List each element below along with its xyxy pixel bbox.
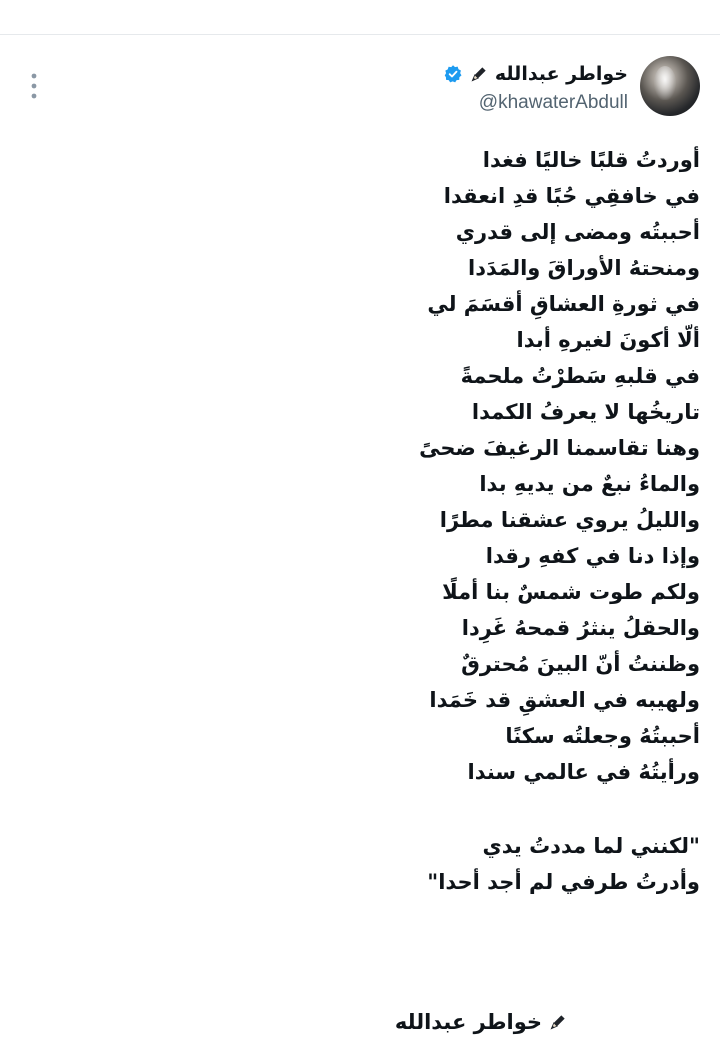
- signature-text: خواطر عبدالله: [394, 1010, 542, 1034]
- poem-line: في ثورةِ العشاقِ أقسَمَ لي: [427, 292, 700, 316]
- stanza-break: [60, 790, 700, 828]
- more-vertical-icon[interactable]: [26, 71, 42, 101]
- poem-line: في خافقِي حُبًا قدِ انعقدا: [443, 184, 700, 208]
- author-handle[interactable]: @khawaterAbdull: [478, 92, 628, 113]
- tweet-text: [60, 142, 700, 900]
- pen-icon: [548, 1012, 568, 1032]
- verified-badge-icon: [443, 64, 463, 84]
- poem-line: في قلبهِ سَطرْتُ ملحمةً: [460, 364, 700, 388]
- author-name-row[interactable]: [443, 59, 628, 89]
- poem-line: والماءُ نبعٌ من يديهِ بدا: [479, 472, 700, 496]
- poem-line: أوردتُ قلبًا خاليًا فغدا: [482, 148, 700, 172]
- poem-signature: [395, 1010, 568, 1034]
- poem-line: ولكم طوت شمسٌ بنا أملًا: [442, 580, 700, 604]
- poem-line: ومنحتهُ الأوراقَ والمَدَدا: [468, 256, 700, 280]
- author-display-name[interactable]: خواطر عبدالله: [494, 63, 628, 85]
- closing-line: "لكنني لما مددتُ يدي: [482, 834, 700, 858]
- poem-line: وهنا تقاسمنا الرغيفَ ضحىً: [419, 436, 700, 460]
- avatar[interactable]: [640, 56, 700, 116]
- poem-line: ورأيتُهُ في عالمي سندا: [467, 760, 700, 784]
- poem-line: والحقلُ ينثرُ قمحهُ غَرِدا: [461, 616, 700, 640]
- poem-line: وظننتُ أنّ البينَ مُحترقٌ: [461, 652, 700, 676]
- closing-line: وأدرتُ طرفي لم أجد أحدا": [427, 870, 700, 894]
- poem-line: وإذا دنا في كفهِ رقدا: [485, 544, 700, 568]
- tweet-card[interactable]: [0, 35, 720, 1059]
- poem-line: تاريخُها لا يعرفُ الكمدا: [471, 400, 700, 424]
- poem-line: أحببتُه ومضى إلى قدري: [455, 220, 700, 244]
- poem-line: ولهيبه في العشقِ قد خَمَدا: [429, 688, 700, 712]
- poem-line: ألّا أكونَ لغيرهِ أبدا: [516, 328, 700, 352]
- pen-icon: [469, 64, 489, 84]
- poem-line: أحببتُهُ وجعلتُه سكنًا: [505, 724, 700, 748]
- poem-line: والليلُ يروي عشقنا مطرًا: [439, 508, 700, 532]
